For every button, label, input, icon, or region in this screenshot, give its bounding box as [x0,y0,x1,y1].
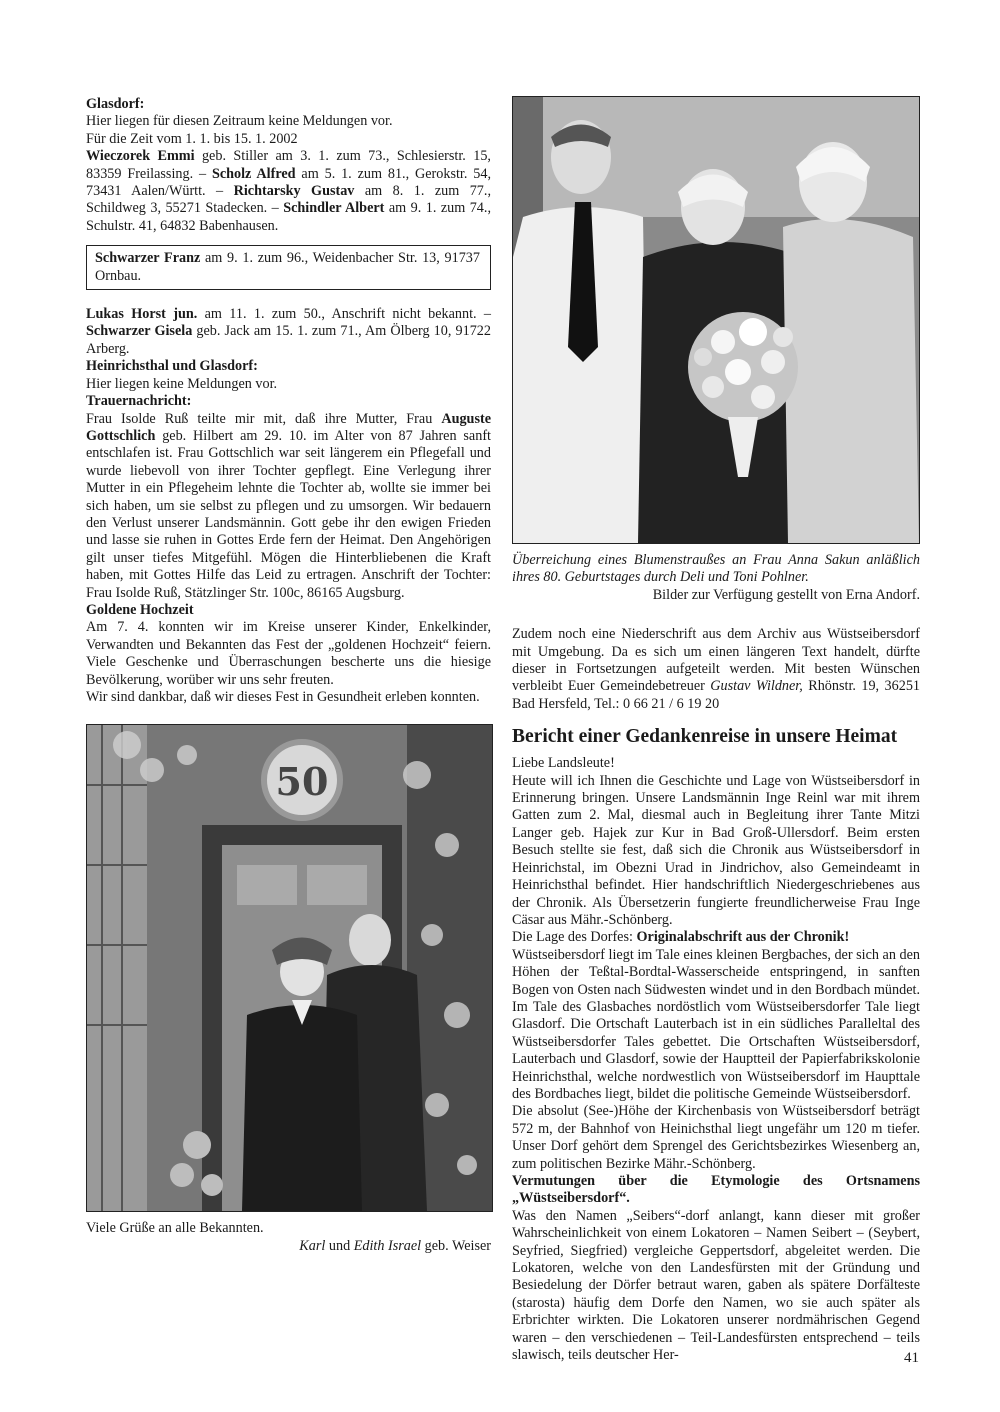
closing-text: Zudem noch eine Niederschrift aus dem Archiv aus Wüstseibersdorf mit Umgebung. Da es sich um einen längeren Text handelt, dürfte dieser in Fortsetzungen aufgeteilt werden. Mit besten Wünschen verbleibt Euer Gemeindebetreuer Gustav Wildner, Rhönstr. 19, 36251 Bad Hersfeld, Tel.: 0 66 21 / 6 19 20 [512,626,921,712]
wreath-number: 50 [275,759,329,805]
photo-credit: Bilder zur Verfügung gestellt von Erna Andorf. [652,586,920,603]
heinrichsthal-heading: Heinrichsthal und Glasdorf: [86,358,258,375]
article-paragraph-2: Wüstseibersdorf liegt im Tale eines kleinen Bergbaches, der sich an den Höhen der Teßtal-Bordtal-Wasserscheide entspringend, in sanften Bogen von Osten nach Südwesten windet und in den Bordbach mündet. Im Tale des Glasbaches nordöstlich vom Wüstseibersdorfer Tale liegt Glasdorf. Die Ortschaft Lauterbach ist in ein südliches Paralleltal des Wüstseibersdorfer Tales gebettet. Die Ortschaften Wüstseibersdorf, Lauterbach und Glasdorf, sowie der Hauptteil der Papierfabrikskolonie Heinrichsthal, welche nordwestlich von Wüstseibersdorf im Haupttale des Bordbaches liegt, bildet die politische Gemeinde Wüstseibersdorf. [512,946,920,1102]
birthday-detail: geb. Jack am 15. 1. zum 71., Am Ölberg 10, 91722 Arberg. [86,323,491,357]
article-paragraph-1: Heute will ich Ihnen die Geschichte und Lage von Wüstseibersdorf in Erinnerung bringen. Unsere Landsmännin Inge Reinl war mit ihrem Gatten zum 2. Mal, diesmal auch in Begleitung ihrer Tante Mitzi Langer geb. Hajek zur Kur in Bad Groß-Ullersdorf. Beim ersten Besuch stellte sie fest, daß sich die Chronik aus Wüstseibersdorf in Heinrichstal, im Obezni Urad in Jindrichov, also Gemeindeamt in Heinrichsthal befindet. Hier handschriftlich Niedergeschriebenes aus der Chronik. Als Übersetzerin fungierte freundlicherweise Frau Inge Cäsar aus Mähr.-Schönberg. [512,772,920,928]
birthday-name: Schindler Albert [283,200,385,217]
glasdorf-heading: Glasdorf: [86,96,145,112]
birthday-photo-illustration [513,97,919,543]
box-detail: am 9. 1. zum 96., Weidenbacher Str. 13, 91737 Ornbau. [95,250,480,284]
birthday-name: Schwarzer Gisela [86,323,193,340]
greeting: Viele Grüße an alle Bekannten. [86,1220,264,1237]
birthday-detail: am 8. 1. zum 77., Schildweg 3, 55271 Stadecken. – [86,183,491,217]
birthday-detail: am 9. 1. zum 74., Schulstr. 41, 64832 Babenhausen. [86,200,491,234]
period-text: Für die Zeit vom 1. 1. bis 15. 1. 2002 [86,130,298,147]
birthday-name: Richtarsky Gustav [233,183,355,200]
glasdorf-text: Hier liegen für diesen Zeitraum keine Meldungen vor. [86,113,393,130]
location-heading: Die Lage des Dorfes: Originalabschrift aus der Chronik! [512,929,850,946]
article-paragraph-3: Die absolut (See-)Höhe der Kirchenbasis von Wüstseibersdorf beträgt 572 m, der Bahnhof von Heinichsthal liegt ungefähr um 120 m tiefer. Unser Dorf gehört dem Sprengel des Gerichtsbezirkes Wiesenberg an, zum politischen Bezirke Mähr.-Schönberg. [512,1103,920,1172]
wedding-photo-illustration [87,725,492,1211]
wedding-photo [86,724,493,1212]
author-name: Gustav Wildner, [710,678,803,695]
birthday-photo [512,96,920,544]
golden-wedding-text: Am 7. 4. konnten wir im Kreise unserer Kinder, Enkelkinder, Verwandten und Bekannten das Fest der „goldenen Hochzeit“ feiern. Viele Geschenke und Überraschungen bescherte uns die hiesige Bevölkerung, worüber wir uns sehr freuten. [86,619,491,688]
obituary-text: Frau Isolde Ruß teilte mir mit, daß ihre Mutter, Frau Auguste Gottschlich geb. Hilbert am 29. 10. im Alter von 87 Jahren sanft entschlafen ist. Frau Gottschlich war seit längerem ein Pflegefall und wurde liebevoll von ihrer Tochter gepflegt. Eine Verlegung ihrer Mutter in ein Pflegeheim lehnte die Tochter ab, wollte sie immer bei sich haben, um sie selbst zu pflegen und zu umsorgen. Wir bedauern den Verlust unserer Landsmännin. Gott gebe ihr den ewigen Frieden und lasse sie ruhen in Gottes Erde fern der Heimat. Den Angehörigen gilt unser tiefes Mitgefühl. Mögen die Hinterbliebenen die Kraft haben, mit Gottes Hilfe das Leid zu ertragen. Anschrift der Tochter: Frau Isolde Ruß, Stätzlinger Str. 100c, 86165 Augsburg. [86,410,491,601]
birthday-detail: geb. Stiller am 3. 1. zum 73., Schlesierstr. 15, 83359 Freilassing. – [86,148,491,182]
article-title: Bericht einer Gedankenreise in unsere Heimat [512,726,898,748]
highlight-box [86,245,491,290]
birthday-name: Lukas Horst jun. [86,306,198,323]
left-column [86,96,491,1255]
birthday-detail: am 11. 1. zum 50., Anschrift nicht bekannt. – [197,306,491,323]
signature: Karl und Edith Israel geb. Weiser [299,1237,491,1254]
golden-wedding-text-2: Wir sind dankbar, daß wir dieses Fest in Gesundheit erleben konnten. [86,689,480,705]
etymology-heading: Vermutungen über die Etymologie des Ortsnamens „Wüstseibersdorf“. [512,1173,920,1207]
birthday-name: Wieczorek Emmi [86,148,195,165]
salutation: Liebe Landsleute! [512,755,615,772]
golden-wedding-heading: Goldene Hochzeit [86,601,194,618]
article-paragraph-4: Was den Namen „Seibers“-dorf anlangt, kann dieser mit großer Wahrscheinlichkeit von einem Lokatoren – Namen Seibert – (Seybert, Seyfried, Siegfried) vergleiche Geppertsdorf, abgeleitet werden. Die Lokatoren, welche von den Landesfürsten mit der Gründung und Besiedelung der Dörfer betraut waren, gaben als spätere Dorfälteste (starosta) häufig dem Dorfe den Namen, wo sie auch später als Erbrichter wirkten. Die Lokatoren unserer nordmährischen Gegend waren – den verschiedenen – Teil-Landesfürsten entsprechend – teils slawisch, teils deutscher Her- [512,1207,920,1364]
obituary-name: Auguste Gottschlich [86,410,491,444]
box-name: Schwarzer Franz [95,250,201,267]
heinrichsthal-text: Hier liegen keine Meldungen vor. [86,375,278,392]
photo-caption: Überreichung eines Blumenstraußes an Frau Anna Sakun anläßlich ihres 80. Geburtstages durch Deli und Toni Pohlner. [512,552,920,586]
birthday-list [86,148,491,235]
birthday-name: Scholz Alfred [211,165,296,182]
right-column [512,96,920,1364]
birthday-list-2 [86,306,491,358]
obituary-heading: Trauernachricht: [86,393,192,410]
page-number: 41 [904,1350,919,1366]
birthday-detail: am 5. 1. zum 81., Gerokstr. 54, 73431 Aalen/Württ. – [86,165,491,200]
